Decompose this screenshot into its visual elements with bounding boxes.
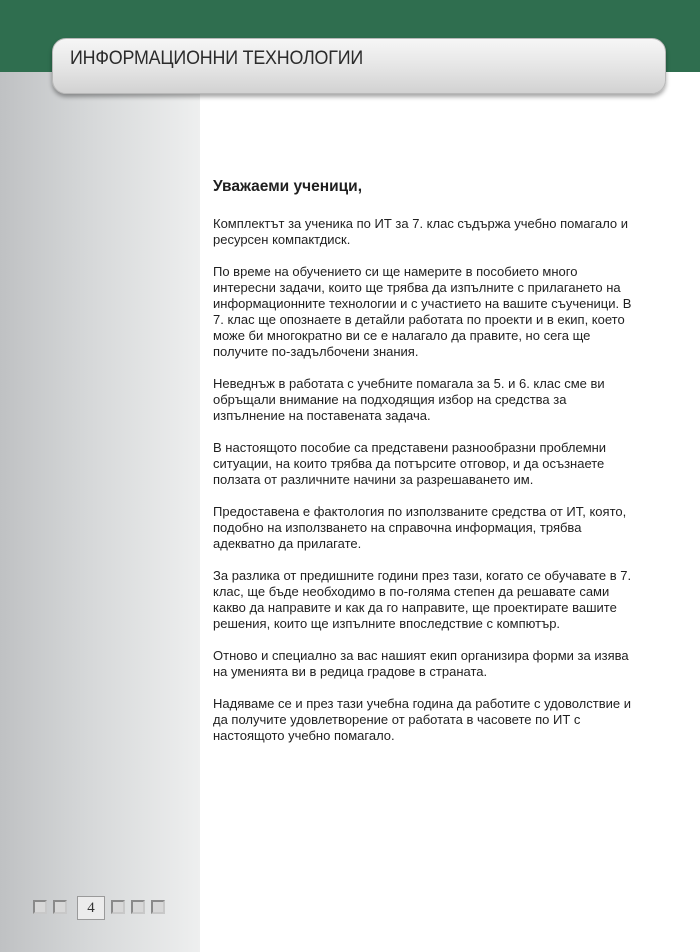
paragraph: Предоставена е фактология по използваните средства от ИТ, която, подобно на използването на справочна информация, трябва адекватно да прилагате. (213, 504, 627, 551)
paragraph: Отново и специално за вас нашият екип организира форми за изява на уменията ви в редица градове в страната. (213, 648, 629, 679)
greeting-heading: Уважаеми ученици, (213, 178, 363, 195)
letter-content (213, 178, 633, 760)
decorative-square-icon (111, 900, 125, 914)
page-number: 4 (77, 896, 105, 920)
decorative-square-icon (53, 900, 67, 914)
paragraph: В настоящото пособие са представени разнообразни проблемни ситуации, на които трябва да потърсите отговор, и да осъзнаете ползата от различните начини за разрешаването им. (213, 440, 607, 487)
decorative-square-icon (131, 900, 145, 914)
paragraph: По време на обучението си ще намерите в пособието много интересни задачи, които ще трябва да изпълните с прилагането на информационните технологии и с участието на вашите съученици. В 7. клас ще опознаете в детайли работата по проекти и в екип, което може би многократно ви се е налагало да правите, но сега ще получите по-задълбочени знания. (213, 264, 632, 359)
paragraph: Комплектът за ученика по ИТ за 7. клас съдържа учебно помагало и ресурсен компактдиск. (213, 216, 629, 247)
page-header-title: ИНФОРМАЦИОННИ ТЕХНОЛОГИИ (70, 48, 364, 69)
left-gray-strip (0, 72, 200, 952)
decorative-square-icon (33, 900, 47, 914)
paragraph: За разлика от предишните години през тази, когато се обучавате в 7. клас, ще бъде необходимо в по-голяма степен да решавате сами какво да направите и как да го направите, ще проектирате вашите решения, които ще изпълните впоследствие с компютър. (213, 568, 632, 631)
paragraph: Неведнъж в работата с учебните помагала за 5. и 6. клас сме ви обръщали внимание на подходящия избор на средства за изпълнение на поставената задача. (213, 376, 605, 423)
paragraph: Надяваме се и през тази учебна година да работите с удоволствие и да получите удовлетворение от работата в часовете по ИТ с настоящото учебно помагало. (213, 696, 631, 743)
decorative-square-icon (151, 900, 165, 914)
